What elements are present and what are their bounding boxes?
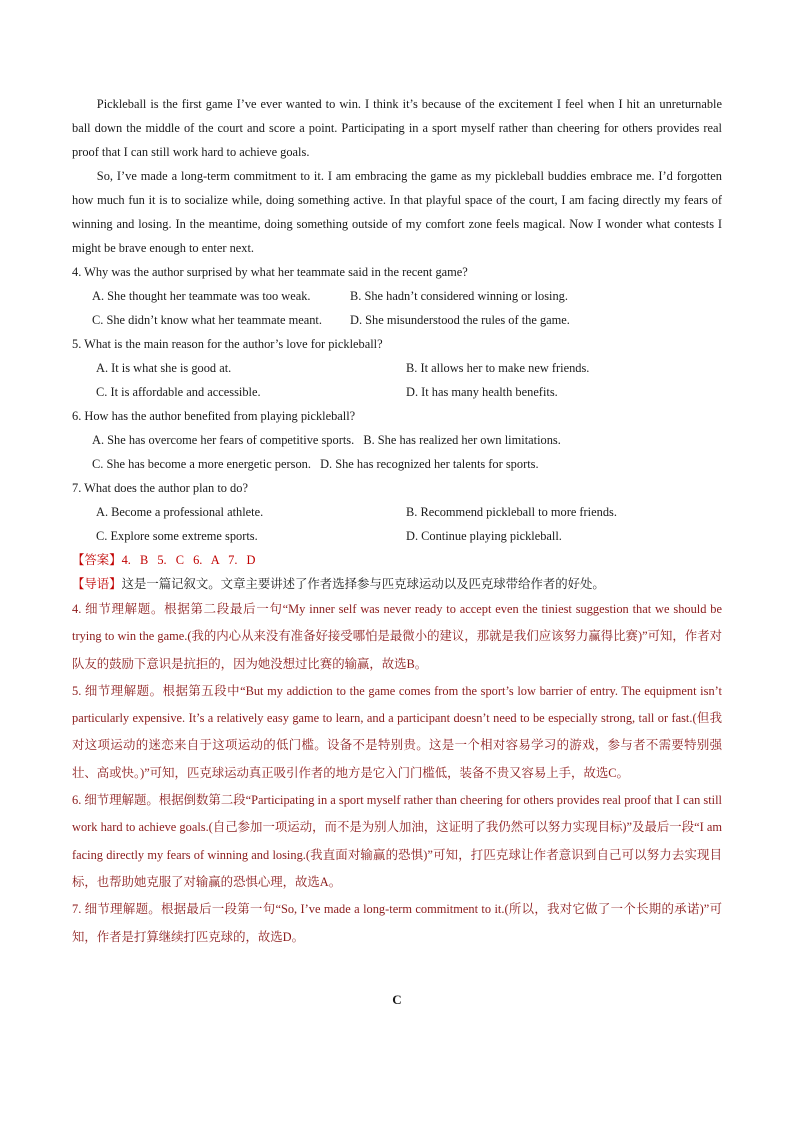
explanation-paragraph: 4. 细节理解题。根据第二段最后一句“My inner self was never ready to accept even the tiniest suggestion that we should be trying to win the game.(我的内心从来没有准备好接受哪怕是最微小的建议，那就是我们应该努力赢得比赛)”可知，作者对队友的鼓励下意识是抗拒的，因为她没想过比赛的输赢，故选B。 [72, 602, 722, 671]
answer-values: 4. B 5. C 6. A 7. D [121, 553, 256, 567]
option-b: B. She hadn’t considered winning or losing. [350, 289, 568, 303]
question-stem: 4. Why was the author surprised by what her teammate said in the recent game? [72, 265, 468, 279]
answer-tag: 【答案】 [72, 553, 122, 567]
explanation-paragraph: 7. 细节理解题。根据最后一段第一句“So, I’ve made a long-term commitment to it.(所以，我对它做了一个长期的承诺)”可知，作者是打算继续打匹克球的，故选D。 [72, 902, 722, 944]
guide-line [72, 572, 722, 596]
option-c: C. It is affordable and accessible. [96, 385, 261, 399]
passage-paragraph: So, I’ve made a long-term commitment to it. I am embracing the game as my pickleball buddies embrace me. I’d forgotten how much fun it is to socialize while, doing something active. In that playful space of the court, I am facing directly my fears of winning and losing. In the meantime, doing something outside of my comfort zone feels magical. Now I wonder what contests I might be brave enough to enter next. [72, 169, 722, 255]
explanation-paragraph: 5. 细节理解题。根据第五段中“But my addiction to the game comes from the sport’s low barrier of entry. The equipment isn’t particularly expensive. It’s a relatively easy game to learn, and a participant doesn’t need to be especially strong, tall or fast.(但我对这项运动的迷恋来自于这项运动的低门槛。设备不是特别贵。这是一个相对容易学习的游戏，参与者不需要特别强壮、高或快。)”可知，匹克球运动真正吸引作者的地方是它入门门槛低，装备不贵又容易上手，故选C。 [72, 683, 722, 780]
guide-tag: 【导语】 [72, 577, 122, 591]
question-stem: 5. What is the main reason for the author’s love for pickleball? [72, 337, 383, 351]
guide-text: 这是一篇记叙文。文章主要讲述了作者选择参与匹克球运动以及匹克球带给作者的好处。 [121, 577, 605, 591]
option-d: D. She misunderstood the rules of the game. [350, 313, 570, 327]
option-group [72, 284, 722, 332]
option-c: C. She has become a more energetic person. [92, 457, 311, 471]
option-b: B. Recommend pickleball to more friends. [406, 505, 617, 519]
answer-line [72, 548, 722, 572]
option-a: A. Become a professional athlete. [96, 505, 264, 519]
option-b: B. It allows her to make new friends. [406, 361, 590, 375]
option-a: A. It is what she is good at. [96, 361, 232, 375]
option-d: D. Continue playing pickleball. [406, 529, 562, 543]
option-d: D. She has recognized her talents for sports. [320, 457, 539, 471]
option-b: B. She has realized her own limitations. [363, 433, 561, 447]
passage-paragraph: Pickleball is the first game I’ve ever wanted to win. I think it’s because of the excitement I feel when I hit an unreturnable ball down the middle of the court and score a point. Participating in a sport myself rather than cheering for others provides real proof that I can still work hard to achieve goals. [72, 97, 722, 159]
option-group [72, 428, 722, 476]
option-group [72, 356, 722, 404]
option-a: A. She has overcome her fears of competitive sports. [92, 433, 355, 447]
question-stem: 6. How has the author benefited from playing pickleball? [72, 409, 356, 423]
document-page [72, 92, 722, 1007]
option-a: A. She thought her teammate was too weak. [92, 289, 311, 303]
question-stem: 7. What does the author plan to do? [72, 481, 248, 495]
option-c: C. Explore some extreme sports. [96, 529, 258, 543]
section-letter: C [392, 992, 402, 1007]
option-c: C. She didn’t know what her teammate meant. [92, 313, 322, 327]
explanation-paragraph: 6. 细节理解题。根据倒数第二段“Participating in a sport myself rather than cheering for others provides real proof that I can still work hard to achieve goals.(自己参加一项运动，而不是为别人加油，这证明了我仍然可以努力实现目标)”及最后一段“I am facing directly my fears of winning and losing.(我直面对输赢的恐惧)”可知，打匹克球让作者意识到自己可以努力去实现目标，也帮助她克服了对输赢的恐惧心理，故选A。 [72, 793, 722, 889]
option-group [72, 500, 722, 548]
option-d: D. It has many health benefits. [406, 385, 558, 399]
